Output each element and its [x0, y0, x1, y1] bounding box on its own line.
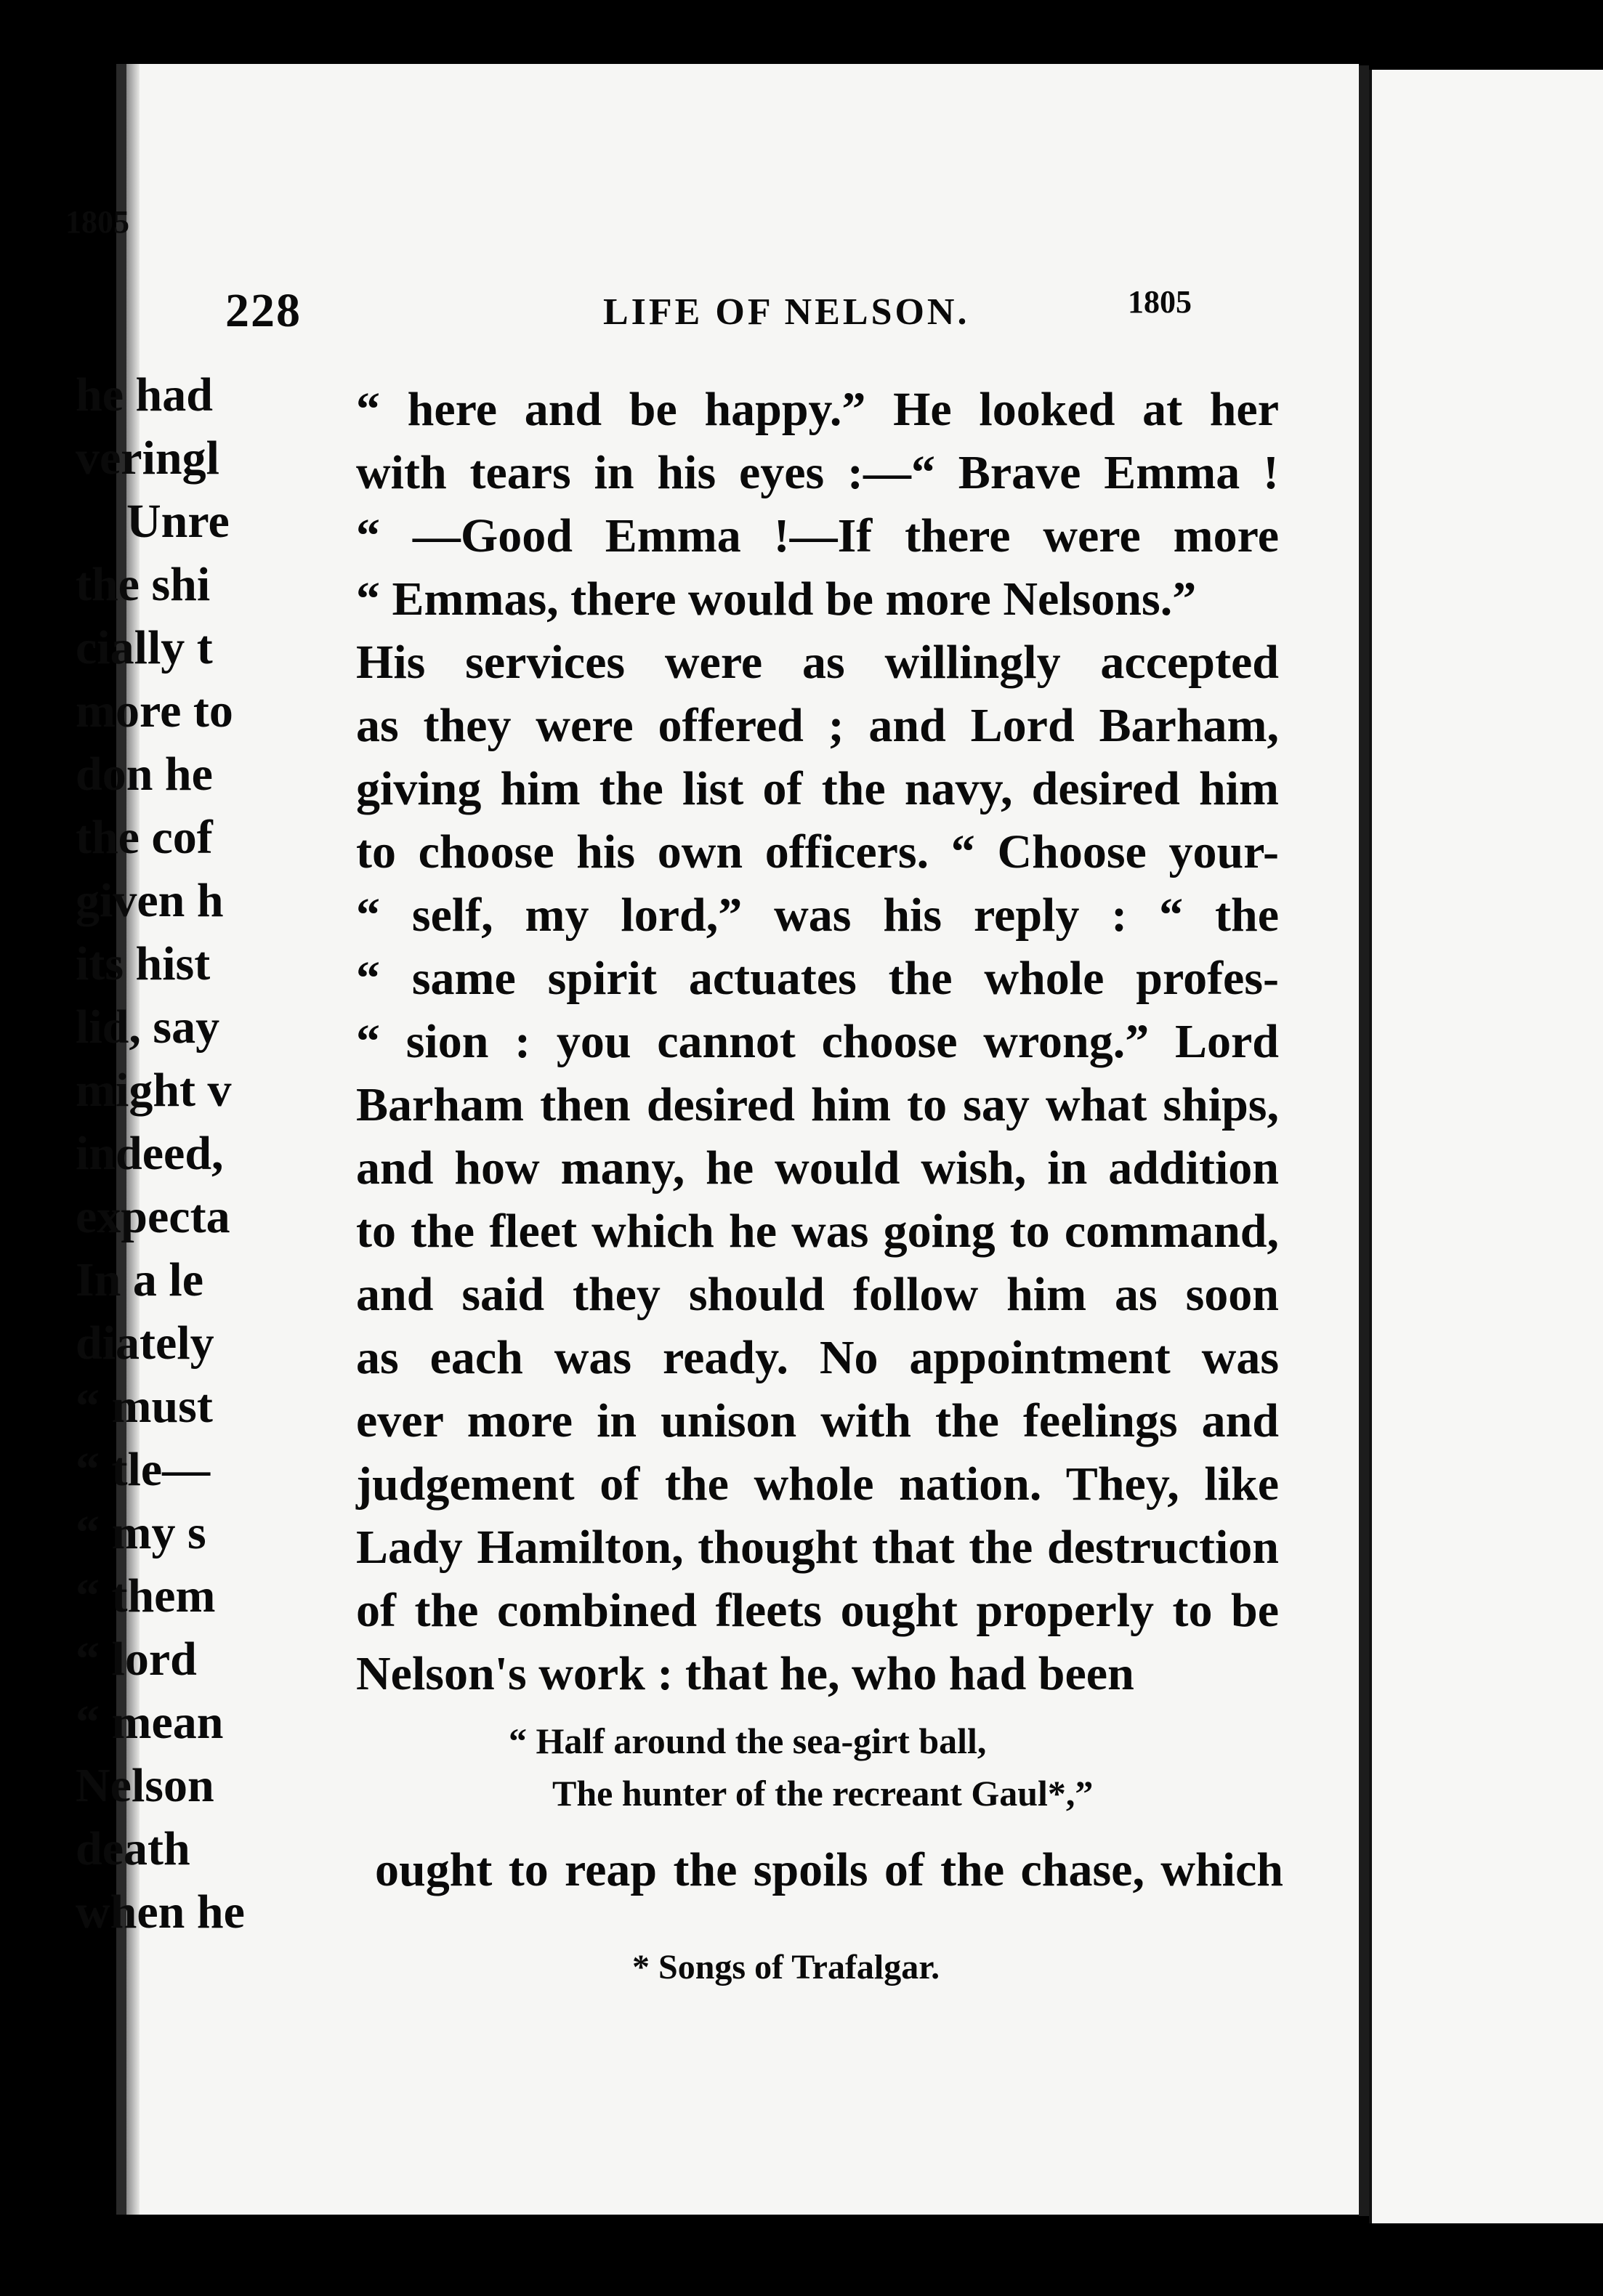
text-line: “ self, my lord,” was his reply : “ the [356, 889, 1279, 942]
text-line-fragment: he had [76, 368, 213, 421]
text-line: as they were offered ; and Lord Barham, [356, 699, 1279, 752]
text-line: to the fleet which he was going to command, [356, 1205, 1279, 1258]
verse-quote [509, 1715, 1221, 1819]
text-line: of the combined fleets ought properly to be [356, 1584, 1279, 1637]
text-line-fragment: expecta [76, 1190, 230, 1243]
text-line-fragment: don he [76, 748, 213, 801]
text-line: Barham then desired him to say what ships, [356, 1078, 1279, 1131]
page-number: 228 [225, 284, 302, 337]
text-line: “ —Good Emma !—If there were more [356, 509, 1279, 562]
text-line-fragment: cially t [76, 621, 213, 674]
text-line: with tears in his eyes :—“ Brave Emma ! [356, 446, 1279, 499]
text-line: Nelson's work : that he, who had been [356, 1647, 1134, 1700]
text-line: His services were as willingly accepted [356, 636, 1279, 689]
text-line-fragment: when he [76, 1885, 245, 1939]
body-text [356, 378, 1279, 1705]
text-line-fragment: the cof [76, 811, 213, 864]
quote-line: “ Half around the sea-girt ball, [509, 1721, 987, 1761]
text-line-fragment: given h [76, 874, 224, 927]
text-line-fragment: its hist [76, 937, 211, 990]
text-line-fragment: “ tle— [76, 1443, 211, 1496]
page-header [225, 283, 1264, 341]
text-line-fragment: lid, say [76, 1001, 220, 1054]
running-title: LIFE OF NELSON. [603, 291, 970, 333]
text-line-fragment: “ must [76, 1380, 213, 1433]
text-line: and said they should follow him as soon [356, 1268, 1279, 1321]
text-line: to choose his own officers. “ Choose your- [356, 825, 1279, 878]
right-page-text [76, 363, 250, 1944]
text-line: as each was ready. No appointment was [356, 1331, 1279, 1384]
text-line-fragment: In a le [76, 1253, 204, 1306]
book-gutter [1359, 65, 1369, 2216]
text-line-fragment: “ mean [76, 1696, 224, 1749]
text-line: “ here and be happy.” He looked at her [356, 383, 1279, 436]
right-running-year: 1805 [65, 204, 129, 240]
text-line-fragment: might v [76, 1064, 232, 1117]
body-text-continuation [375, 1838, 1283, 1901]
text-line-fragment: “ lord [76, 1633, 197, 1686]
text-line-fragment: “ them [76, 1569, 216, 1622]
text-line: “ sion : you cannot choose wrong.” Lord [356, 1015, 1279, 1068]
footnote: * Songs of Trafalgar. [632, 1948, 940, 1986]
text-line-fragment: veringl [76, 432, 219, 485]
running-year: 1805 [1128, 284, 1192, 320]
quote-line: The hunter of the recreant Gaul*,” [552, 1773, 1094, 1814]
text-line-fragment: death [76, 1822, 190, 1875]
text-line-fragment: Nelson [76, 1759, 214, 1812]
text-line: judgement of the whole nation. They, like [356, 1458, 1279, 1511]
right-page [1369, 70, 1603, 2223]
text-line: and how many, he would wish, in addition [356, 1141, 1279, 1195]
text-line-fragment: more to [76, 684, 233, 737]
text-line-fragment: the shi [76, 558, 211, 611]
text-line: “ Emmas, there would be more Nelsons.” [356, 573, 1197, 626]
text-line-fragment: “ my s [76, 1506, 206, 1559]
text-line: giving him the list of the navy, desired him [356, 762, 1279, 815]
text-line: “ same spirit actuates the whole profes- [356, 952, 1279, 1005]
text-line-fragment: Unre [126, 495, 230, 548]
text-line: Lady Hamilton, thought that the destruction [356, 1521, 1279, 1574]
text-line-fragment: diately [76, 1317, 214, 1370]
text-line: ought to reap the spoils of the chase, which [375, 1843, 1283, 1896]
text-line: ever more in unison with the feelings and [356, 1394, 1279, 1447]
text-line-fragment: indeed, [76, 1127, 224, 1180]
